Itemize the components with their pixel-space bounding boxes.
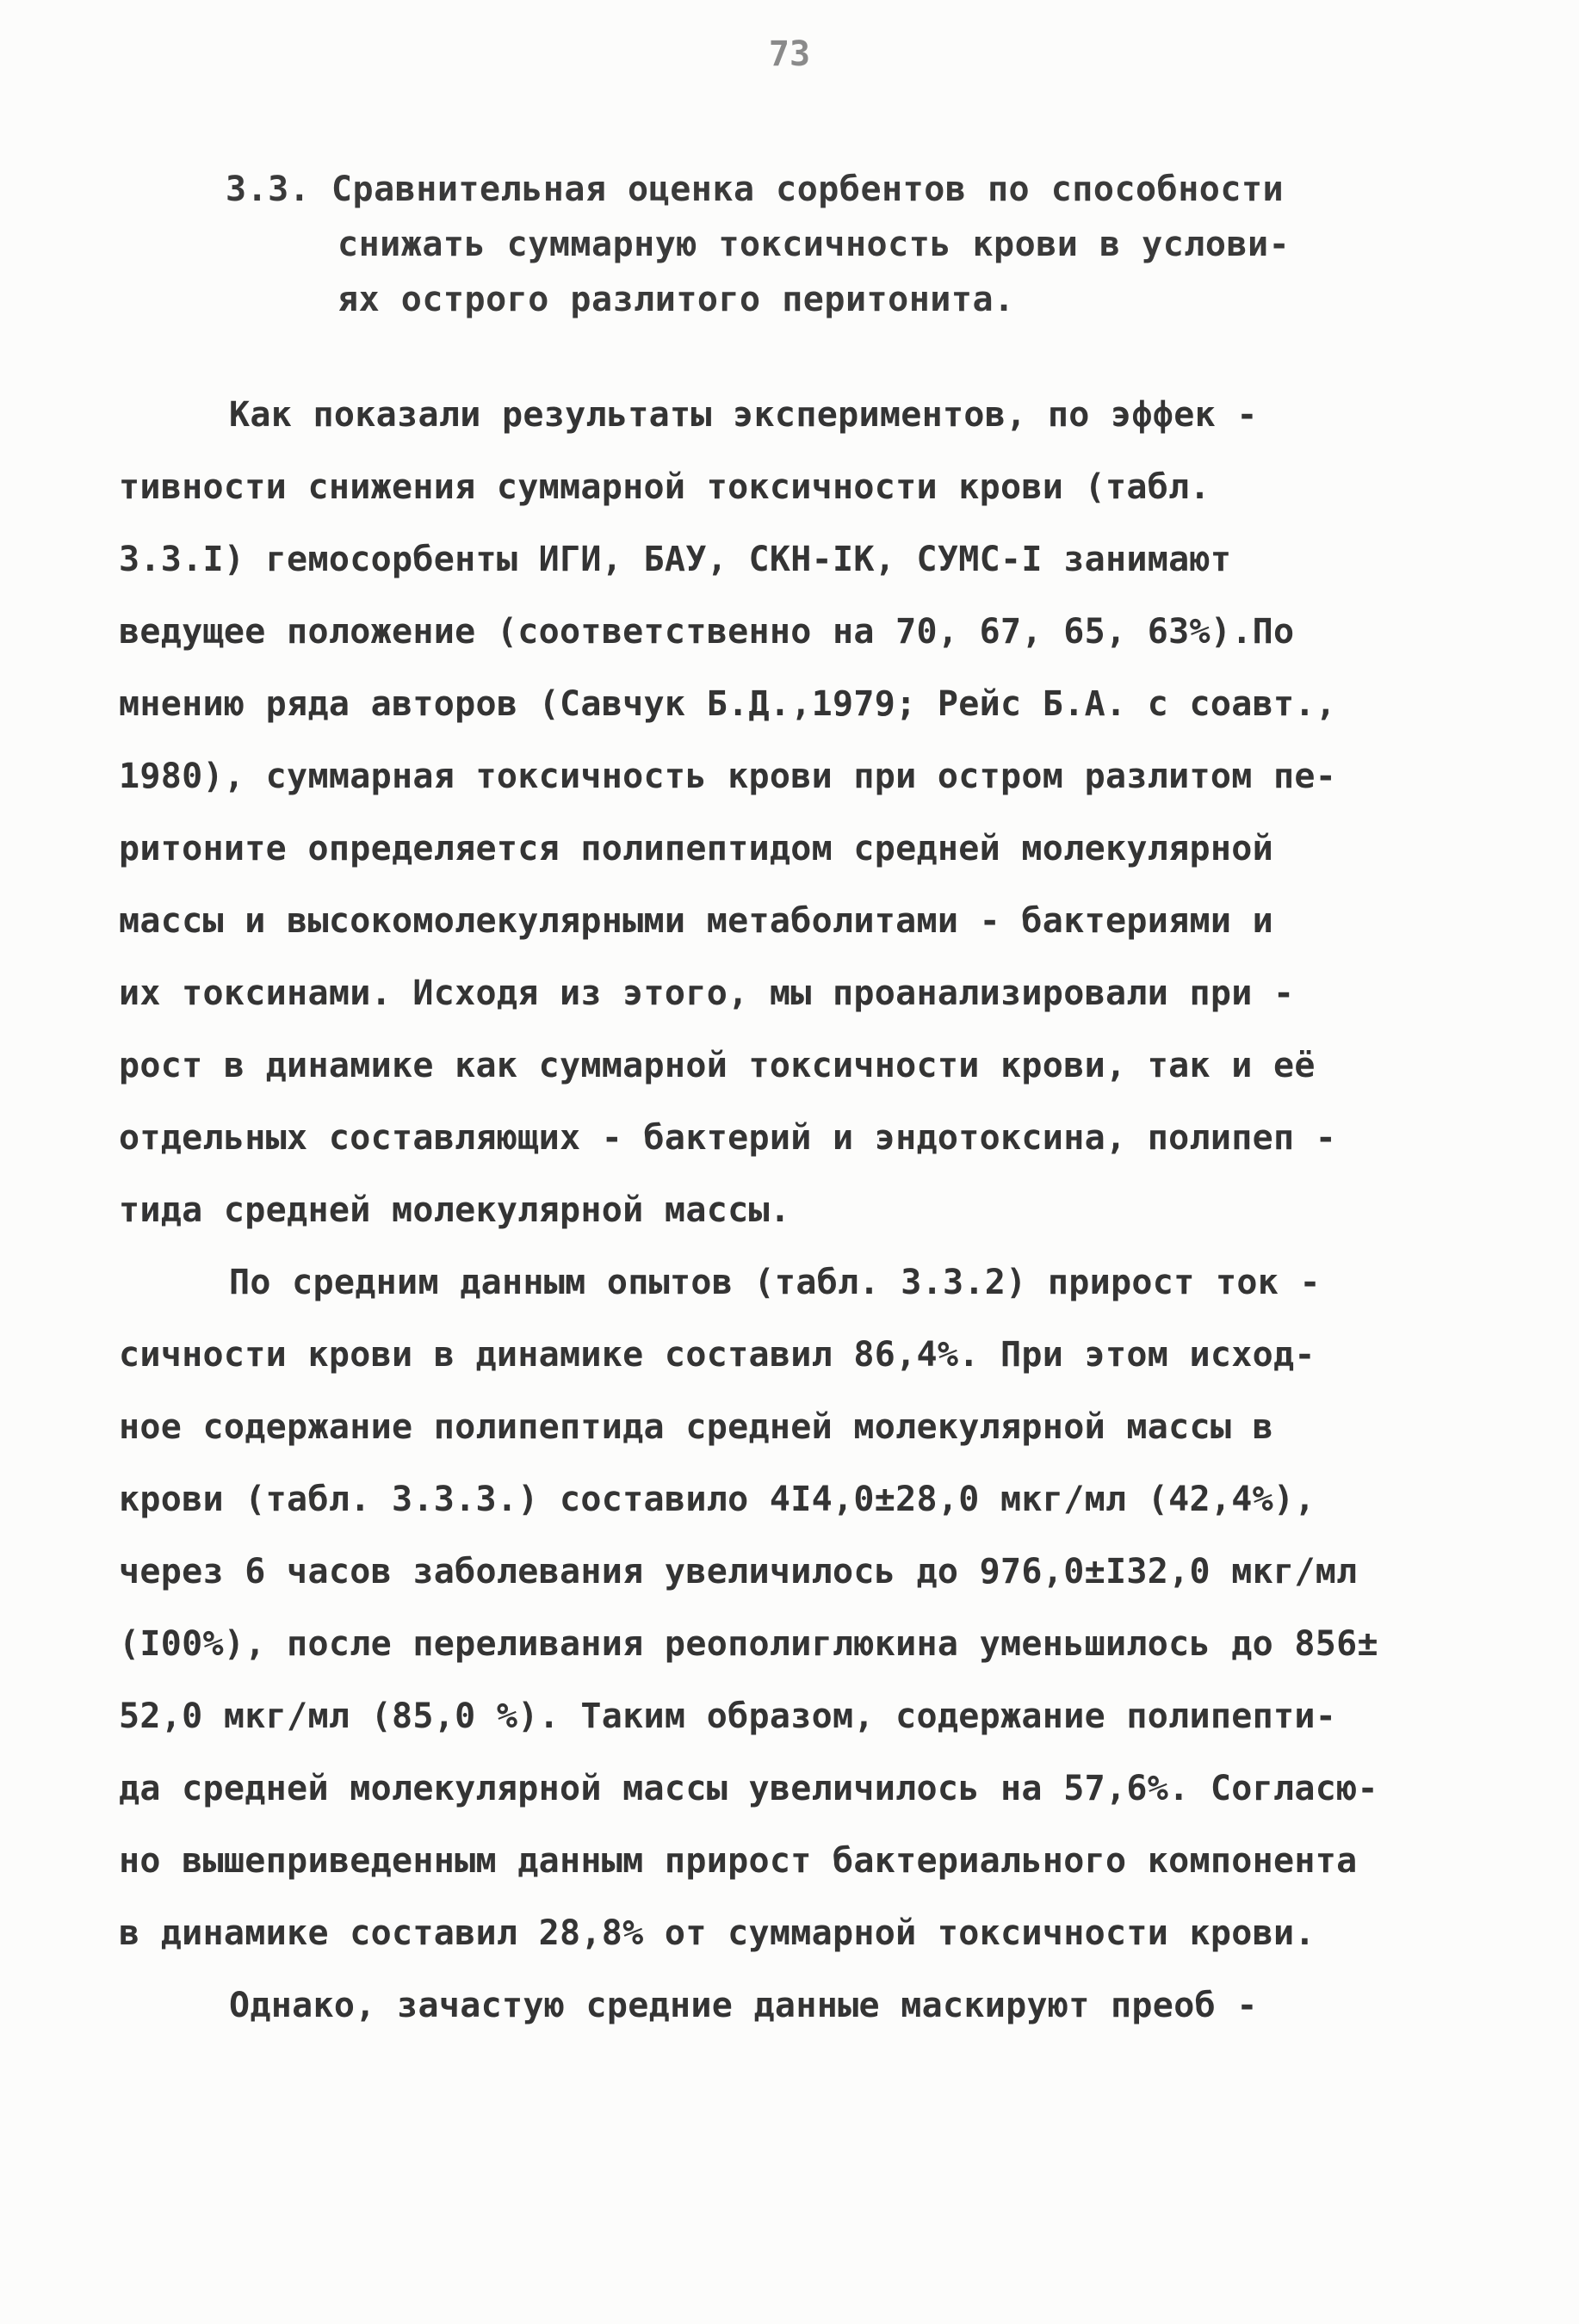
paragraph-line: тида средней молекулярной массы. [119,1190,791,1230]
paragraph-line: (I00%), после переливания реополиглюкина уменьшилось до 856± [119,1624,1378,1664]
paragraph-line: ное содержание полипептида средней молекулярной массы в [119,1407,1274,1447]
paragraph-line: в динамике составил 28,8% от суммарной токсичности крови. [119,1913,1316,1953]
heading-line: снижать суммарную токсичность крови в услови- [337,225,1291,264]
page-number: 73 [768,34,811,74]
paragraph-line: мнению ряда авторов (Савчук Б.Д.,1979; Рейс Б.А. с соавт., [119,684,1337,724]
paragraph-line: 3.3.I) гемосорбенты ИГИ, БАУ, СКН-IК, СУМС-I занимают [119,540,1232,579]
paragraph-line: По средним данным опытов (табл. 3.3.2) прирост ток - [229,1263,1321,1302]
body-text [119,379,1427,2042]
paragraph-line: ритоните определяется полипептидом средней молекулярной [119,829,1274,868]
paragraph-line: крови (табл. 3.3.3.) составило 4I4,0±28,0 мкг/мл (42,4%), [119,1480,1316,1519]
heading-line: ях острого разлитого перитонита. [337,280,1015,319]
paragraph-line: Однако, зачастую средние данные маскируют преоб - [229,1986,1258,2025]
paragraph-line: 52,0 мкг/мл (85,0 %). Таким образом, содержание полипепти- [119,1697,1337,1736]
paragraph-line: через 6 часов заболевания увеличилось до 976,0±I32,0 мкг/мл [119,1552,1358,1592]
paragraph-line: тивности снижения суммарной токсичности крови (табл. [119,467,1211,507]
heading-line: 3.3. Сравнительная оценка сорбентов по способности [226,170,1285,209]
paragraph-line: да средней молекулярной массы увеличилось на 57,6%. Согласю- [119,1769,1378,1808]
section-heading [226,162,1396,327]
paragraph-line: отдельных составляющих - бактерий и эндотоксина, полипеп - [119,1118,1337,1158]
paragraph-line: массы и высокомолекулярными метаболитами - бактериями и [119,901,1274,941]
paragraph-line: 1980), суммарная токсичность крови при остром разлитом пе- [119,757,1337,796]
paragraph-line: ведущее положение (соответственно на 70, 67, 65, 63%).По [119,612,1295,652]
paragraph-line: сичности крови в динамике составил 86,4%. При этом исход- [119,1335,1316,1375]
paragraph-line: их токсинами. Исходя из этого, мы проанализировали при - [119,973,1295,1013]
paragraph-line: но вышеприведенным данным прирост бактериального компонента [119,1841,1358,1881]
paragraph-line: рост в динамике как суммарной токсичности крови, так и её [119,1046,1316,1085]
paragraph-line: Как показали результаты экспериментов, по эффек - [229,395,1258,435]
